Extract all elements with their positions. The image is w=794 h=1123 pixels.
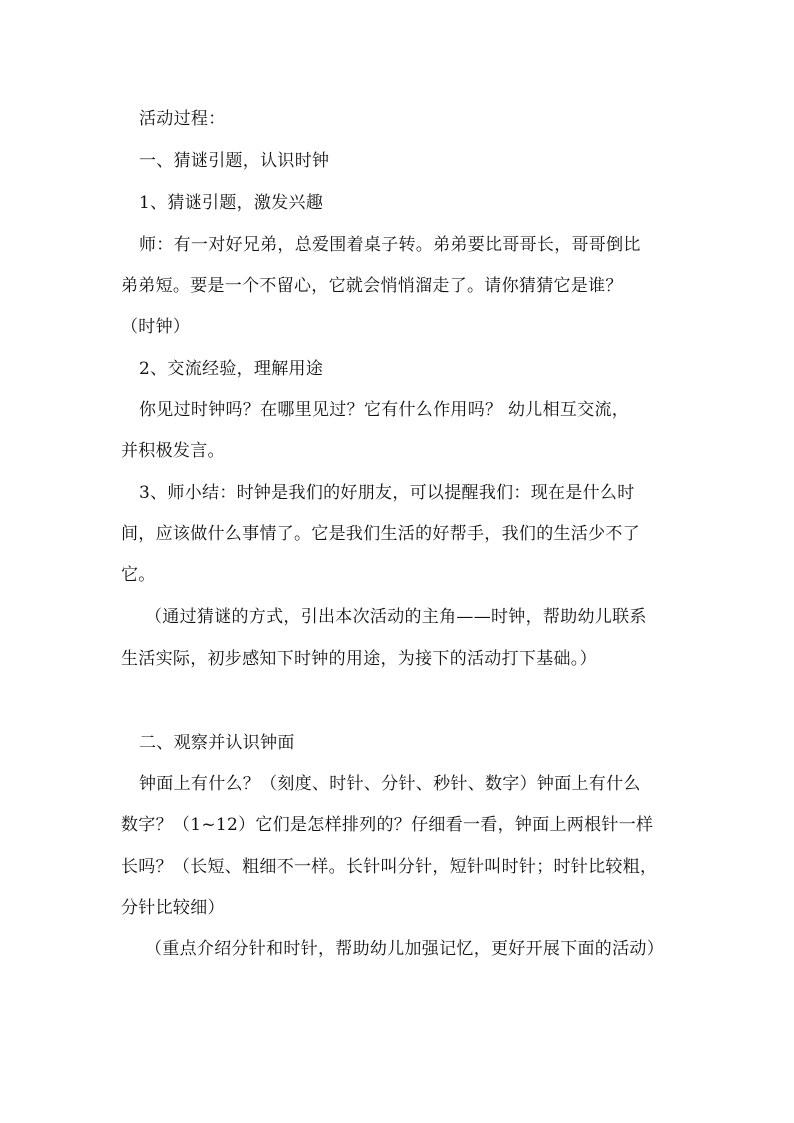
- step-1-heading: 1、猜谜引题，激发兴趣: [139, 193, 324, 213]
- observe-line-3: 长吗？（长短、粗细不一样。长针叫分针，短针叫时针；时针比较粗，: [121, 857, 658, 877]
- note-2-line-1: （重点介绍分针和时针，帮助幼儿加强记忆，更好开展下面的活动）: [145, 939, 664, 959]
- observe-line-4: 分针比较细）: [121, 898, 225, 918]
- discussion-line-1: 你见过时钟吗？在哪里见过？它有什么作用吗？ 幼儿相互交流，: [139, 400, 630, 420]
- summary-line-2: 间，应该做什么事情了。它是我们生活的好帮手，我们的生活少不了: [121, 524, 640, 544]
- process-heading: 活动过程：: [139, 109, 226, 129]
- summary-line-1: 3、师小结：时钟是我们的好朋友，可以提醒我们：现在是什么时: [139, 483, 635, 503]
- observe-line-1: 钟面上有什么？（刻度、时针、分针、秒针、数字）钟面上有什么: [139, 774, 641, 794]
- observe-line-2: 数字？（1~12）它们是怎样排列的？仔细看一看，钟面上两根针一样: [121, 815, 654, 835]
- discussion-line-2: 并积极发言。: [121, 441, 225, 461]
- summary-line-3: 它。: [121, 565, 156, 585]
- riddle-line-2: 弟弟短。要是一个不留心，它就会悄悄溜走了。请你猜猜它是谁？: [121, 276, 623, 296]
- step-2-heading: 2、交流经验，理解用途: [139, 359, 324, 379]
- section-2-heading: 二、观察并认识钟面: [139, 733, 295, 753]
- note-1-line-1: （通过猜谜的方式，引出本次活动的主角——时钟，帮助幼儿联系: [145, 607, 647, 627]
- note-1-line-2: 生活实际，初步感知下时钟的用途，为接下的活动打下基础。）: [121, 649, 597, 669]
- riddle-answer: （时钟）: [121, 317, 191, 337]
- section-1-heading: 一、猜谜引题，认识时钟: [139, 151, 330, 171]
- riddle-line-1: 师：有一对好兄弟，总爱围着桌子转。弟弟要比哥哥长，哥哥倒比: [139, 235, 641, 255]
